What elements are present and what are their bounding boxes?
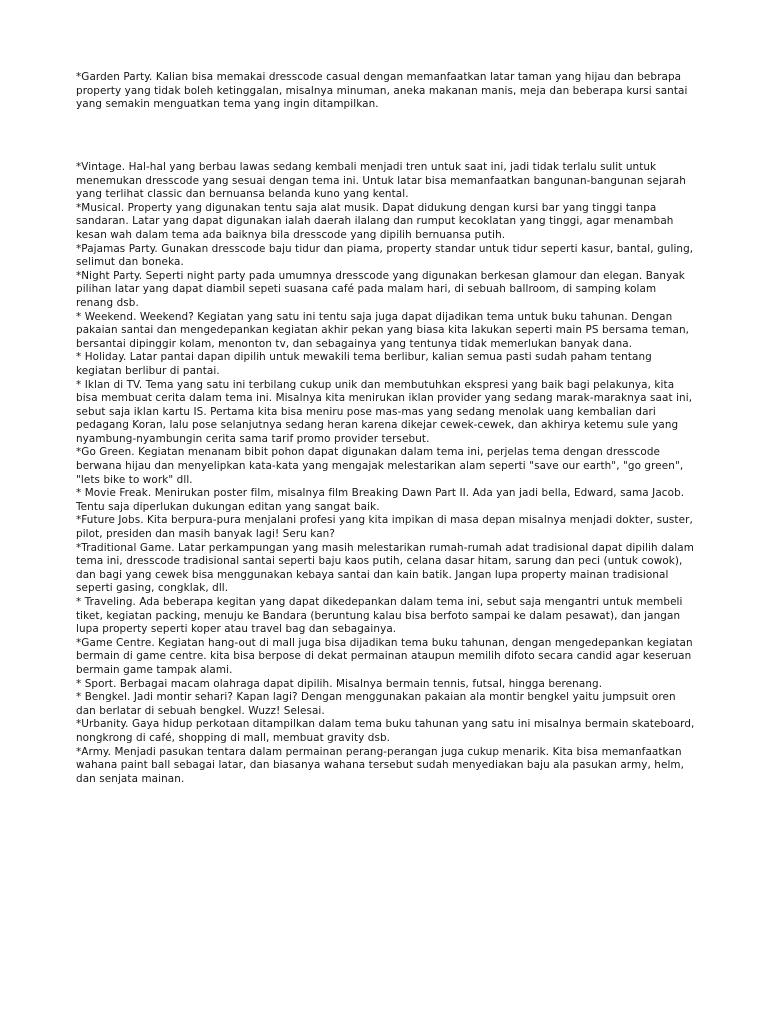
themes-block <box>76 161 696 786</box>
paragraph-weekend: * Weekend. Weekend? Kegiatan yang satu ini tentu saja juga dapat dijadikan tema untuk buku tahunan. Dengan pakaian santai dan mengedepankan kegiatan akhir pekan yang biasa kita lakukan seperti main PS bersama teman, bersantai dipinggir kolam, menonton tv, dan sebagainya yang tentunya tidak memerlukan banyak dana. <box>76 310 690 350</box>
paragraph-movie-freak: * Movie Freak. Menirukan poster film, misalnya film Breaking Dawn Part II. Ada yan jadi bella, Edward, sama Jacob. Tentu saja diperlukan dukungan editan yang sangat baik. <box>76 487 685 513</box>
paragraph-holiday: * Holiday. Latar pantai dapan dipilih untuk mewakili tema berlibur, kalian semua pasti sudah paham tentang kegiatan berlibur di pantai. <box>76 351 652 377</box>
paragraph-urbanity: *Urbanity. Gaya hidup perkotaan ditampilkan dalam tema buku tahunan yang satu ini misalnya bermain skateboard, nongkrong di café, shopping di mall, membuat gravity dsb. <box>76 718 695 744</box>
paragraph-garden-party: *Garden Party. Kalian bisa memakai dresscode casual dengan memanfaatkan latar taman yang hijau dan bebrapa property yang tidak boleh ketinggalan, misalnya minuman, aneka makanan manis, meja dan beberapa kursi santai yang semakin menguatkan tema yang ingin ditampilkan. <box>76 71 688 111</box>
paragraph-sport: * Sport. Berbagai macam olahraga dapat dipilih. Misalnya bermain tennis, futsal, hingga berenang. <box>76 677 603 690</box>
paragraph-traveling: * Traveling. Ada beberapa kegitan yang dapat dikedepankan dalam tema ini, sebut saja mengantri untuk membeli tiket, kegiatan packing, menuju ke Bandara (beruntung kalau bisa berfoto sampai ke dalam pesawat), dan jangan lupa property seperti koper atau travel bag dan sebagainya. <box>76 596 683 636</box>
paragraph-vintage: *Vintage. Hal-hal yang berbau lawas sedang kembali menjadi tren untuk saat ini, jadi tidak terlalu sulit untuk menemukan dresscode yang sesuai dengan tema ini. Untuk latar bisa memanfaatkan bangunan-bangunan sejarah yang terlihat classic dan bernuansa belanda kuno yang kental. <box>76 161 686 201</box>
paragraph-traditional-game: *Traditional Game. Latar perkampungan yang masih melestarikan rumah-rumah adat tradisional dapat dipilih dalam tema ini, dresscode tradisional santai seperti baju kaos putih, celana dasar hitam, sarung dan peci (untuk cowok), dan bagi yang cewek bisa menggunakan kebaya santai dan kain batik. Jangan lupa property mainan tradisional seperti gasing, congklak, dll. <box>76 541 694 595</box>
paragraph-go-green: *Go Green. Kegiatan menanam bibit pohon dapat digunakan dalam tema ini, perjelas tema dengan dresscode berwana hijau dan menyelipkan kata-kata yang mengajak melestarikan alam seperti "save our earth", "go green", "lets bike to work" dll. <box>76 446 684 486</box>
intro-block <box>76 71 696 112</box>
paragraph-pajamas-party: *Pajamas Party. Gunakan dresscode baju tidur dan piama, property standar untuk tidur seperti kasur, bantal, guling, selimut dan boneka. <box>76 242 694 269</box>
paragraph-musical: *Musical. Property yang digunakan tentu saja alat musik. Dapat didukung dengan kursi bar yang tinggi tanpa sandaran. Latar yang dapat digunakan ialah daerah ilalang dan rumput kecoklatan yang tinggi, agar menambah kesan wah dalam tema ada baiknya bila dresscode yang dipilih bernuansa putih. <box>76 201 674 241</box>
paragraph-future-jobs: *Future Jobs. Kita berpura-pura menjalani profesi yang kita impikan di masa depan misalnya menjadi dokter, suster, pilot, presiden dan masih banyak lagi! Seru kan? <box>76 514 693 541</box>
paragraph-game-centre: *Game Centre. Kegiatan hang-out di mall juga bisa dijadikan tema buku tahunan, dengan mengedepankan kegiatan bermain di game centre. kita bisa berpose di dekat permainan ataupun memilih difoto secara candid agar keseruan bermain game tampak alami. <box>76 636 693 676</box>
paragraph-bengkel: * Bengkel. Jadi montir sehari? Kapan lagi? Dengan menggunakan pakaian ala montir bengkel yaitu jumpsuit oren dan berlatar di sebuah bengkel. Wuzz! Selesai. <box>76 691 676 717</box>
paragraph-night-party: *Night Party. Seperti night party pada umumnya dresscode yang digunakan berkesan glamour dan elegan. Banyak pilihan latar yang dapat diambil sepeti suasana café pada malam hari, di sebuah ballroom, di samping kolam renang dsb. <box>76 269 685 309</box>
paragraph-iklan-di-tv: * Iklan di TV. Tema yang satu ini terbilang cukup unik dan membutuhkan ekspresi yang baik bagi pelakunya, kita bisa membuat cerita dalam tema ini. Misalnya kita menirukan iklan provider yang sedang marak-maraknya saat ini, sebut saja iklan kartu IS. Pertama kita bisa meniru pose mas-mas yang sedang menolak uang kembalian dari pedagang Koran, lalu pose selanjutnya sedang heran karena dikejar cewek-cewek, dan akhirya ketemu sule yang nyambung-nyambungin cerita sama tarif promo provider tersebut. <box>76 378 693 445</box>
paragraph-army: *Army. Menjadi pasukan tentara dalam permainan perang-perangan juga cukup menarik. Kita bisa memanfaatkan wahana paint ball sebagai latar, dan biasanya wahana tersebut sudah menyediakan baju ala pasukan army, helm, dan senjata mainan. <box>76 745 685 785</box>
